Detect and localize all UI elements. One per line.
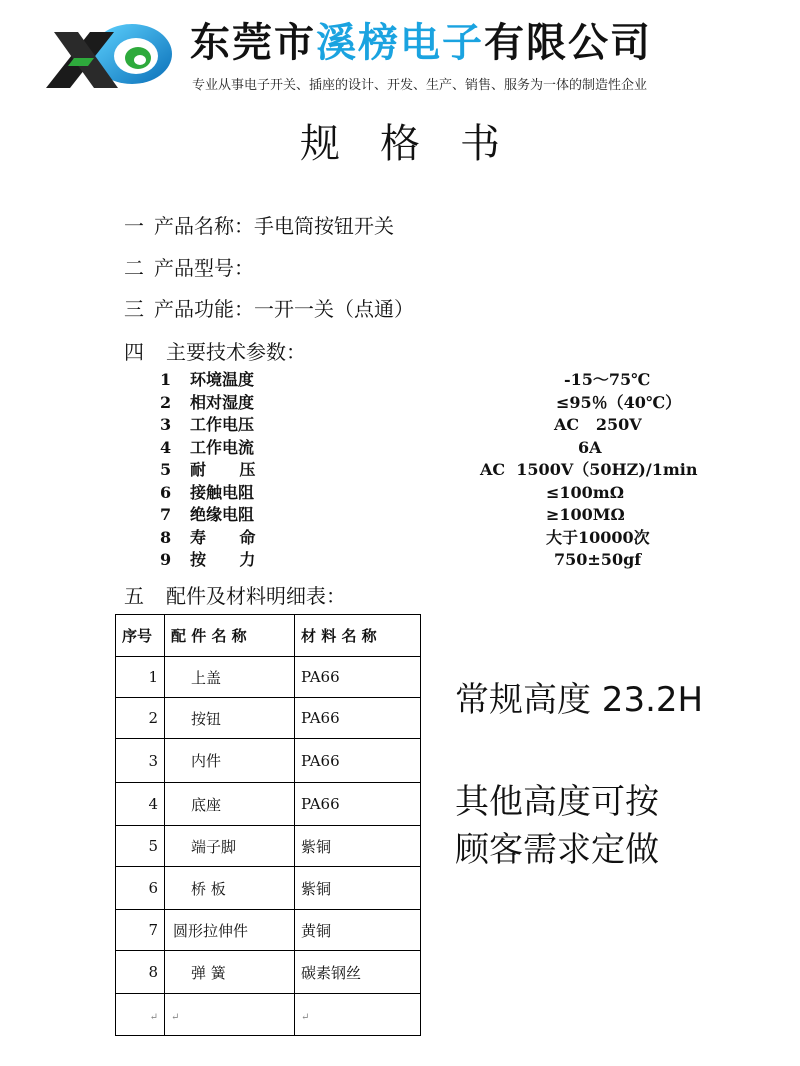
param-name: 工作电流 — [190, 437, 255, 457]
cell-index — [116, 994, 165, 1036]
cell-index: 8 — [116, 951, 165, 994]
company-name — [190, 18, 652, 68]
section-number: 一 — [124, 214, 144, 238]
cell-part: 桥 板 — [165, 867, 295, 910]
param-row — [0, 504, 800, 526]
cell-part: 底座 — [165, 783, 295, 826]
section-product-model — [124, 252, 254, 281]
section-number: 三 — [124, 297, 144, 321]
section-number: 二 — [124, 256, 144, 280]
standard-height-note: 常规高度 23.2H — [455, 680, 704, 720]
param-index: 4 — [160, 437, 172, 457]
param-index: 1 — [160, 370, 172, 389]
cell-material: 紫铜 — [295, 867, 421, 910]
section-text: 产品功能：一开一关（点通） — [154, 297, 414, 321]
param-row — [0, 527, 800, 549]
params-list — [0, 369, 800, 579]
param-row — [0, 459, 800, 481]
company-name-part1: 东莞市 — [190, 20, 316, 66]
section-parts-list — [124, 580, 346, 609]
company-name-brand: 溪榜电子 — [316, 20, 484, 66]
cell-index: 5 — [116, 826, 165, 867]
table-header-row — [116, 615, 421, 657]
param-value: ≥100MΩ — [546, 505, 625, 524]
param-value: ≤100mΩ — [546, 482, 624, 502]
param-index: 3 — [160, 415, 172, 434]
paragraph-mark: ↵ — [301, 1011, 310, 1023]
param-name: 耐 压 — [190, 460, 256, 479]
table-row — [116, 698, 421, 739]
cell-part: 端子脚 — [165, 826, 295, 867]
section-text: 产品型号： — [154, 256, 254, 280]
param-index: 7 — [160, 505, 172, 524]
table-row — [116, 657, 421, 698]
cell-index: 4 — [116, 783, 165, 826]
param-name: 接触电阻 — [190, 482, 255, 502]
cell-index: 6 — [116, 867, 165, 910]
param-value: AC 250V — [554, 415, 642, 434]
cell-material: 紫铜 — [295, 826, 421, 867]
param-row — [0, 392, 800, 414]
param-index: 6 — [160, 482, 172, 502]
document-title: 规格书 — [300, 121, 540, 167]
cell-part — [165, 994, 295, 1036]
company-name-part2: 有限公司 — [484, 20, 652, 66]
table-row — [116, 783, 421, 826]
param-name: 绝缘电阻 — [190, 505, 255, 524]
param-row — [0, 369, 800, 391]
cell-material: PA66 — [295, 698, 421, 739]
cell-part: 圆形拉伸件 — [165, 910, 295, 951]
cell-material: PA66 — [295, 657, 421, 698]
custom-height-note-line1: 其他高度可按 — [455, 782, 659, 822]
cell-part: 上盖 — [165, 657, 295, 698]
param-index: 9 — [160, 550, 172, 569]
section-number: 四 — [124, 340, 144, 364]
cell-part: 内件 — [165, 739, 295, 783]
param-row — [0, 437, 800, 459]
cell-part: 按钮 — [165, 698, 295, 739]
paragraph-mark: ↵ — [149, 1011, 158, 1023]
column-header-part: 配 件 名 称 — [165, 615, 295, 657]
company-tagline: 专业从事电子开关、插座的设计、开发、生产、销售、服务为一体的制造性企业 — [192, 78, 648, 93]
param-value: 大于10000次 — [546, 527, 650, 547]
cell-index: 1 — [116, 657, 165, 698]
param-index: 2 — [160, 392, 172, 412]
param-name: 环境温度 — [190, 370, 255, 389]
section-product-function — [124, 293, 414, 322]
table-row — [116, 910, 421, 951]
cell-index: 7 — [116, 910, 165, 951]
column-header-index: 序号 — [116, 615, 165, 657]
param-value: 750±50gf — [554, 550, 642, 569]
param-name: 按 力 — [190, 550, 256, 569]
param-value: ≤95％（40℃） — [556, 392, 682, 412]
cell-index: 3 — [116, 739, 165, 783]
param-value: AC 1500V（50HZ)/1min — [480, 460, 698, 479]
param-index: 8 — [160, 527, 172, 547]
cell-material: 碳素钢丝 — [295, 951, 421, 994]
param-value: 6A — [578, 437, 602, 457]
section-tech-params — [124, 336, 306, 365]
param-row — [0, 414, 800, 436]
param-name: 工作电压 — [190, 415, 255, 434]
parts-table — [115, 614, 421, 1036]
cell-part: 弹 簧 — [165, 951, 295, 994]
cell-material: 黄铜 — [295, 910, 421, 951]
cell-material: PA66 — [295, 739, 421, 783]
column-header-material: 材 料 名 称 — [295, 615, 421, 657]
param-name: 寿 命 — [190, 527, 256, 547]
cell-index: 2 — [116, 698, 165, 739]
section-text: 产品名称：手电筒按钮开关 — [154, 214, 394, 238]
table-row — [116, 994, 421, 1036]
table-row — [116, 867, 421, 910]
cell-material — [295, 994, 421, 1036]
param-row — [0, 482, 800, 504]
param-index: 5 — [160, 460, 172, 479]
table-row — [116, 739, 421, 783]
custom-height-note-line2: 顾客需求定做 — [455, 830, 659, 870]
section-text: 配件及材料明细表： — [166, 584, 346, 608]
section-number: 五 — [124, 584, 144, 608]
param-value: -15～75℃ — [564, 370, 651, 389]
table-row — [116, 826, 421, 867]
cell-material: PA66 — [295, 783, 421, 826]
paragraph-mark: ↵ — [171, 1011, 180, 1023]
xb-logo-icon — [44, 18, 176, 92]
param-name: 相对湿度 — [190, 392, 255, 412]
section-product-name — [124, 210, 394, 239]
table-row — [116, 951, 421, 994]
param-row — [0, 549, 800, 571]
section-text: 主要技术参数： — [166, 340, 306, 364]
